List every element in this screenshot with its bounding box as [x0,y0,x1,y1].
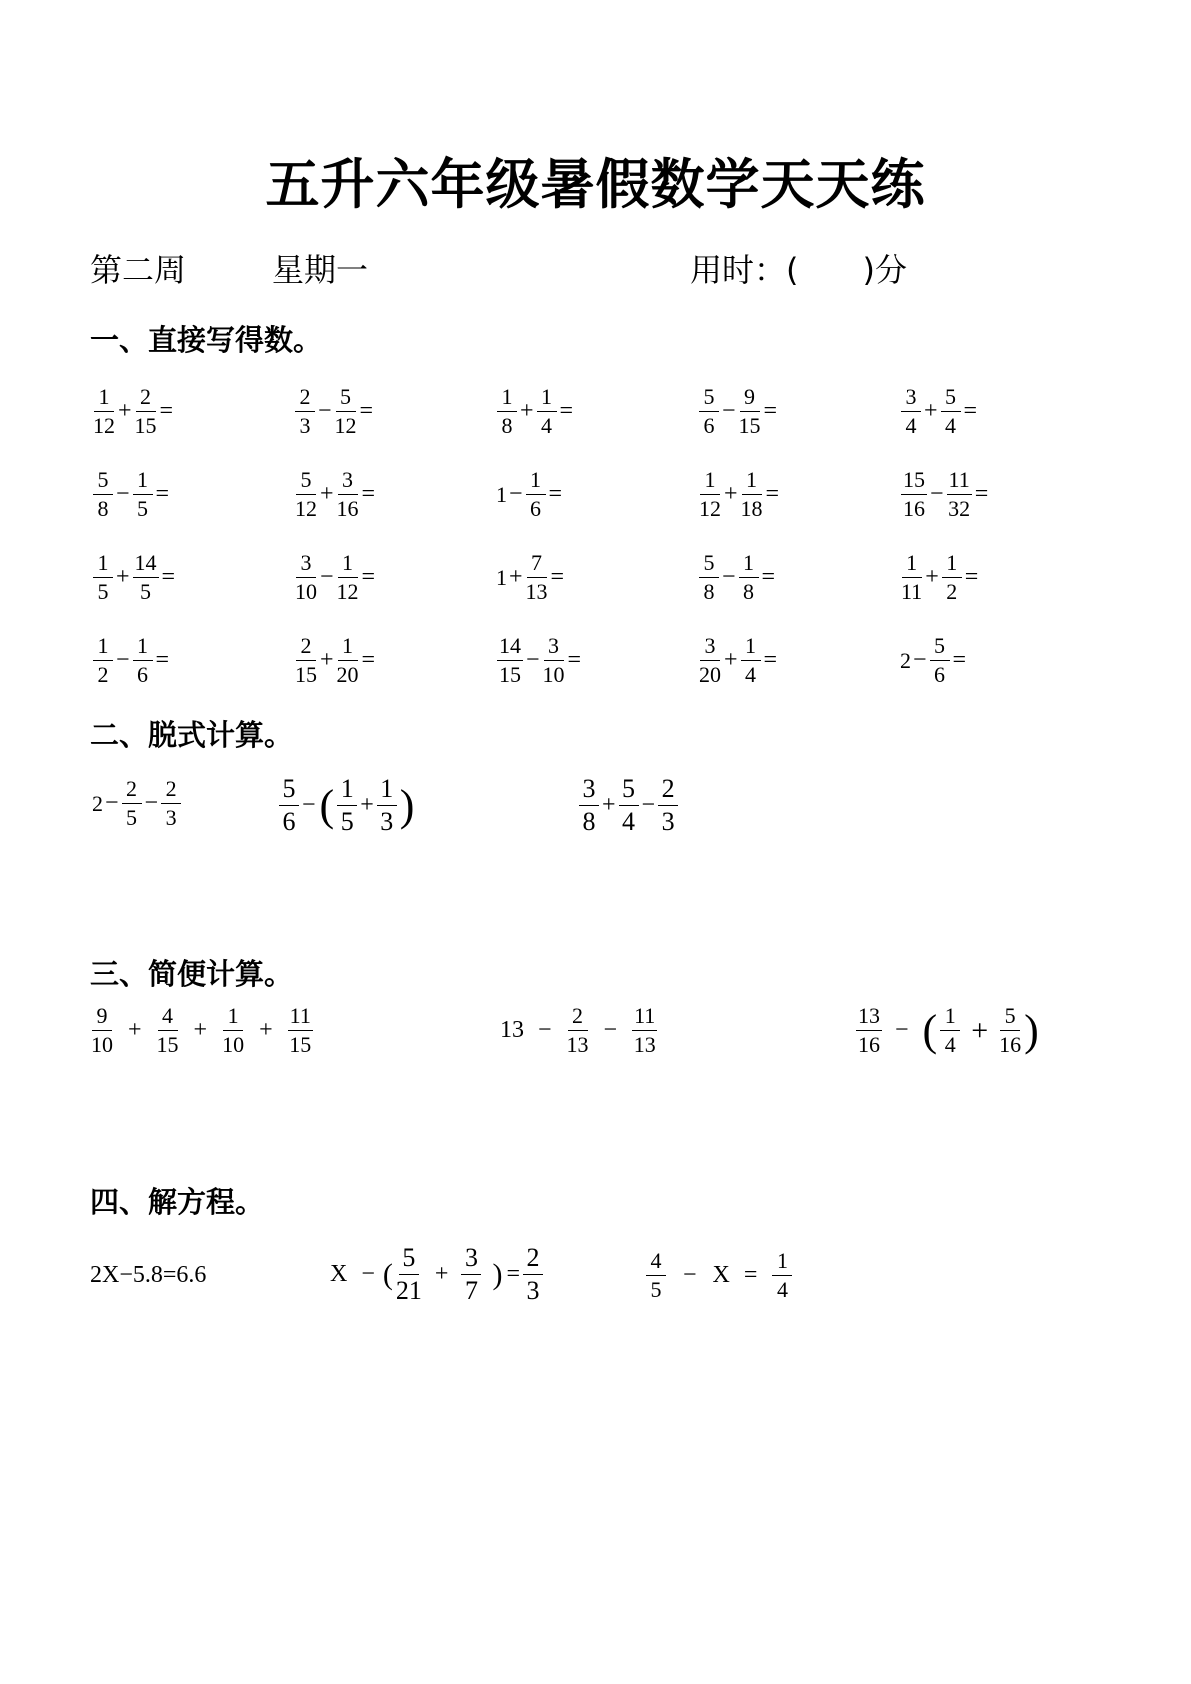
direct-calc-problem [900,536,1102,619]
operator: − [318,398,332,424]
operator: − [913,647,927,673]
fraction: $\frac{1}{5}$ [133,469,153,520]
fraction: $\frac{1}{4}$ [741,635,761,686]
operator: + [320,647,334,673]
step-calc-3: $\frac{3}{8}$ + $\frac{5}{4}$ − $\frac{2}{3}$ [578,776,679,835]
equals-sign: = [359,398,374,424]
whole-number: 1 [496,481,507,507]
operator: + [724,481,738,507]
fraction: $\frac{3}{10}$ [542,633,565,687]
direct-calc-problem [496,453,698,536]
direct-calc-problem [698,536,900,619]
whole-number: 1 [496,564,507,590]
operator: − [509,481,523,507]
equals-sign: = [155,481,170,507]
direct-calc-problem [92,453,294,536]
equals-sign: = [964,564,979,590]
equation-3: $\frac{4}{5}$ − X = $\frac{1}{4}$ [645,1250,793,1301]
fraction: $\frac{1}{5}$ [93,552,113,603]
simple-calc-2: 13 − $\frac{2}{13}$ − $\frac{11}{13}$ [500,1003,656,1057]
section-2-heading: 二、脱式计算。 [90,718,294,752]
equals-sign: = [765,481,780,507]
equation-2: X − ( $\frac{5}{21}$ + $\frac{3}{7}$ ) = $\frac{2}{3}$ [330,1245,544,1304]
equals-sign: = [161,564,176,590]
equals-sign: = [159,398,174,424]
section-1-heading: 一、直接写得数。 [90,323,323,357]
equals-sign: = [361,481,376,507]
direct-calc-problem [294,619,496,702]
fraction: $\frac{9}{15}$ [738,384,761,438]
direct-calc-problem [294,536,496,619]
fraction: $\frac{2}{15}$ [134,384,157,438]
fraction: $\frac{1}{2}$ [93,635,113,686]
operator: − [116,647,130,673]
equals-sign: = [155,647,170,673]
time-field[interactable]: 用时：( )分 [690,251,907,289]
simple-calc-1: $\frac{9}{10}$ + $\frac{4}{15}$ + $\frac{1}{10}$ + $\frac{11}{15}$ [91,1003,312,1057]
fraction: $\frac{1}{12}$ [336,550,359,604]
fraction: $\frac{5}{8}$ [699,552,719,603]
direct-calc-row [92,619,1102,702]
equals-sign: = [761,564,776,590]
direct-calc-problem [698,370,900,453]
direct-calc-problem [294,370,496,453]
fraction: $\frac{2}{15}$ [295,633,317,687]
fraction: $\frac{1}{12}$ [699,467,721,521]
direct-calc-problem [92,536,294,619]
direct-calc-problem [92,370,294,453]
fraction: $\frac{11}{32}$ [948,467,971,521]
fraction: $\frac{1}{12}$ [93,384,115,438]
direct-calc-problem [698,453,900,536]
operator: + [116,564,130,590]
operator: − [930,481,944,507]
equation-1: 2X−5.8=6.6 [90,1262,207,1288]
fraction: $\frac{1}{2}$ [942,552,962,603]
simple-calc-3: $\frac{13}{16}$ − ( $\frac{1}{4}$ + $\frac{5}{16}$ ) [858,1003,1039,1057]
week-label: 第二周 [90,251,187,289]
fraction: $\frac{1}{6}$ [133,635,153,686]
direct-calc-grid [92,370,1102,702]
equals-sign: = [963,398,978,424]
section-3-heading: 三、简便计算。 [90,957,294,991]
fraction: $\frac{5}{6}$ [930,635,950,686]
fraction: $\frac{2}{3}$ [295,386,315,437]
fraction: $\frac{15}{16}$ [903,467,925,521]
operator: + [924,398,938,424]
operator: − [526,647,540,673]
operator: − [722,564,736,590]
direct-calc-problem [496,619,698,702]
operator: + [520,398,534,424]
fraction: $\frac{1}{6}$ [526,469,546,520]
fraction: $\frac{1}{8}$ [497,386,517,437]
fraction: $\frac{5}{12}$ [334,384,357,438]
operator: − [116,481,130,507]
operator: + [925,564,939,590]
operator: − [722,398,736,424]
fraction: $\frac{1}{8}$ [739,552,759,603]
equals-sign: = [559,398,574,424]
fraction: $\frac{5}{12}$ [295,467,317,521]
equals-sign: = [763,647,778,673]
direct-calc-row [92,370,1102,453]
direct-calc-problem [294,453,496,536]
fraction: $\frac{1}{20}$ [336,633,359,687]
direct-calc-problem [900,453,1102,536]
equals-sign: = [763,398,778,424]
fraction: $\frac{7}{13}$ [525,550,548,604]
direct-calc-problem [900,619,1102,702]
fraction: $\frac{3}{4}$ [901,386,921,437]
step-calc-2: $\frac{5}{6}$ − ( $\frac{1}{5}$ + $\frac{1}{3}$ ) [278,776,416,835]
direct-calc-row [92,453,1102,536]
direct-calc-problem [496,370,698,453]
equals-sign: = [548,481,563,507]
operator: + [118,398,132,424]
equals-sign: = [361,564,376,590]
equals-sign: = [974,481,989,507]
equals-sign: = [361,647,376,673]
direct-calc-problem [698,619,900,702]
equals-sign: = [567,647,582,673]
direct-calc-problem [496,536,698,619]
fraction: $\frac{5}{4}$ [941,386,961,437]
operator: + [320,481,334,507]
direct-calc-problem [900,370,1102,453]
operator: + [509,564,523,590]
fraction: $\frac{1}{4}$ [537,386,557,437]
fraction: $\frac{5}{8}$ [93,469,113,520]
direct-calc-row [92,536,1102,619]
fraction: $\frac{14}{5}$ [134,550,157,604]
direct-calc-problem [92,619,294,702]
page-title: 五升六年级暑假数学天天练 [265,153,926,216]
equals-sign: = [952,647,967,673]
step-calc-1: 2 − $\frac{2}{5}$ − $\frac{2}{3}$ [92,778,182,829]
fraction: $\frac{1}{11}$ [901,550,923,604]
section-4-heading: 四、解方程。 [90,1185,265,1219]
fraction: $\frac{1}{18}$ [740,467,763,521]
whole-number: 2 [900,647,911,673]
fraction: $\frac{5}{6}$ [699,386,719,437]
fraction: $\frac{14}{15}$ [499,633,521,687]
fraction: $\frac{3}{10}$ [295,550,317,604]
day-label: 星期一 [272,251,369,289]
fraction: $\frac{3}{20}$ [699,633,721,687]
fraction: $\frac{3}{16}$ [336,467,359,521]
operator: − [320,564,334,590]
operator: + [724,647,738,673]
equals-sign: = [550,564,565,590]
